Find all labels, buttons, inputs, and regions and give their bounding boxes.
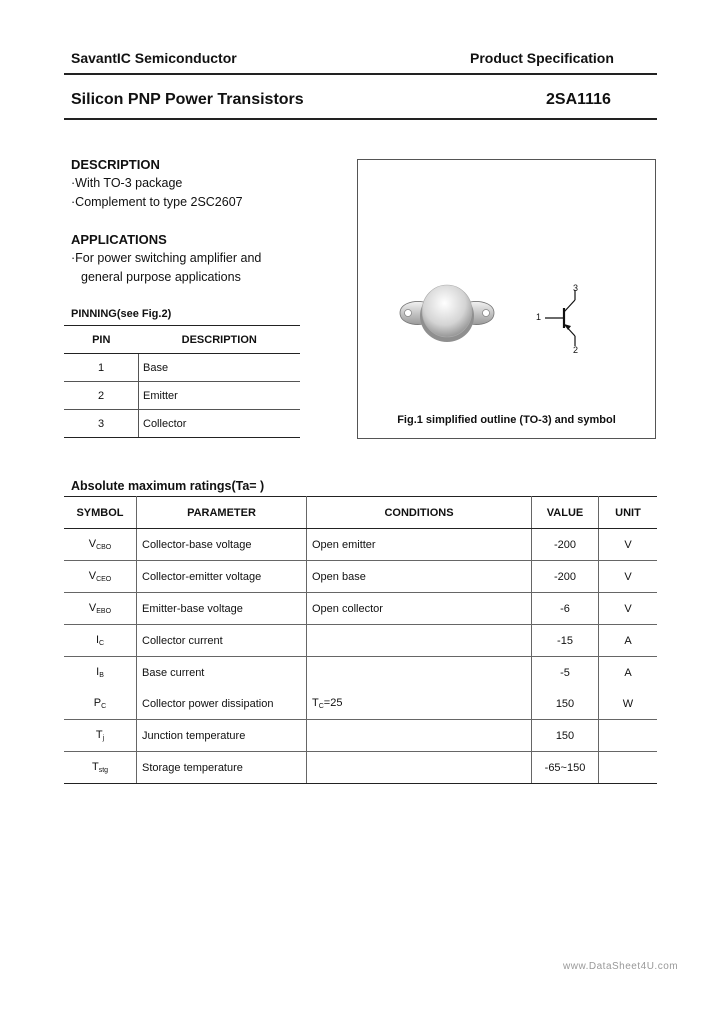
- value-cell: -200: [532, 529, 599, 561]
- table-row: [64, 657, 657, 689]
- table-row: [64, 720, 657, 752]
- table-row: [64, 410, 300, 438]
- figure-caption: Fig.1 simplified outline (TO-3) and symbol: [397, 414, 616, 426]
- parameter-cell: Storage temperature: [137, 752, 307, 784]
- pin-description: Base: [139, 354, 301, 382]
- unit-cell: V: [599, 529, 658, 561]
- symbol-cell: $T_j$: [64, 720, 137, 752]
- value-col-header: VALUE: [532, 497, 599, 529]
- conditions-cell: Open collector: [307, 593, 532, 625]
- unit-col-header: UNIT: [599, 497, 658, 529]
- doc-type: Product Specification: [470, 50, 614, 66]
- parameter-cell: Base current: [137, 657, 307, 689]
- watermark: www.DataSheet4U.com: [563, 961, 679, 972]
- company-name: SavantIC Semiconductor: [71, 50, 237, 66]
- unit-cell: W: [599, 688, 658, 720]
- value-cell: 150: [532, 720, 599, 752]
- pin-label-base: 1: [536, 312, 542, 322]
- unit-cell: A: [599, 625, 658, 657]
- pin-number: 3: [64, 410, 139, 438]
- unit-cell: V: [599, 561, 658, 593]
- table-row: [64, 561, 657, 593]
- table-row: [64, 752, 657, 784]
- symbol-cell: $T_{stg}$: [64, 752, 137, 784]
- pinning-table: [64, 325, 300, 438]
- to3-package-image: [394, 280, 500, 346]
- pin-description: Collector: [139, 410, 301, 438]
- parameter-cell: Collector power dissipation: [137, 688, 307, 720]
- symbol-col-header: SYMBOL: [64, 497, 137, 529]
- symbol-cell: $V_{EBO}$: [64, 593, 137, 625]
- conditions-cell: $T_C=25$: [307, 688, 532, 720]
- value-cell: 150: [532, 688, 599, 720]
- table-row: [64, 382, 300, 410]
- figure-box: [357, 159, 656, 439]
- ratings-heading: Absolute maximum ratings(Ta= ): [71, 479, 265, 493]
- conditions-cell: Open base: [307, 561, 532, 593]
- desc-col-header: DESCRIPTION: [139, 326, 301, 354]
- applications-line: general purpose applications: [81, 270, 241, 284]
- description-line: ·With TO-3 package: [71, 176, 183, 190]
- symbol-cell: $V_{CEO}$: [64, 561, 137, 593]
- parameter-cell: Collector-emitter voltage: [137, 561, 307, 593]
- conditions-cell: [307, 720, 532, 752]
- description-heading: DESCRIPTION: [71, 157, 160, 172]
- value-cell: -15: [532, 625, 599, 657]
- pin-col-header: PIN: [64, 326, 139, 354]
- ratings-table: [64, 496, 657, 784]
- value-cell: -200: [532, 561, 599, 593]
- series-title: Silicon PNP Power Transistors: [71, 91, 304, 108]
- parameter-cell: Collector-base voltage: [137, 529, 307, 561]
- pin-label-emitter: 2: [573, 345, 579, 355]
- applications-line: ·For power switching amplifier and: [71, 251, 262, 265]
- table-row: [64, 529, 657, 561]
- value-cell: -6: [532, 593, 599, 625]
- pin-number: 1: [64, 354, 139, 382]
- value-cell: -65~150: [532, 752, 599, 784]
- parameter-cell: Collector current: [137, 625, 307, 657]
- conditions-cell: [307, 752, 532, 784]
- pinning-heading: PINNING(see Fig.2): [71, 308, 172, 320]
- applications-heading: APPLICATIONS: [71, 232, 167, 247]
- pin-description: Emitter: [139, 382, 301, 410]
- unit-cell: [599, 720, 658, 752]
- description-line: ·Complement to type 2SC2607: [71, 195, 243, 209]
- parameter-col-header: PARAMETER: [137, 497, 307, 529]
- pin-label-collector: 3: [573, 283, 579, 293]
- conditions-cell: Open emitter: [307, 529, 532, 561]
- conditions-cell: [307, 657, 532, 689]
- parameter-cell: Emitter-base voltage: [137, 593, 307, 625]
- part-number: 2SA1116: [546, 91, 611, 108]
- value-cell: -5: [532, 657, 599, 689]
- pin-number: 2: [64, 382, 139, 410]
- symbol-cell: $V_{CBO}$: [64, 529, 137, 561]
- symbol-cell: $I_B$: [64, 657, 137, 689]
- conditions-cell: [307, 625, 532, 657]
- symbol-cell: $P_C$: [64, 688, 137, 720]
- table-row: [64, 625, 657, 657]
- parameter-cell: Junction temperature: [137, 720, 307, 752]
- conditions-col-header: CONDITIONS: [307, 497, 532, 529]
- table-row: [64, 593, 657, 625]
- unit-cell: A: [624, 666, 632, 679]
- table-row: [64, 354, 300, 382]
- unit-cell: [599, 752, 658, 784]
- header-rule-top: [64, 73, 657, 75]
- symbol-cell: $I_C$: [64, 625, 137, 657]
- table-row: [64, 688, 657, 720]
- unit-cell: V: [599, 593, 658, 625]
- header-rule-bottom: [64, 118, 657, 120]
